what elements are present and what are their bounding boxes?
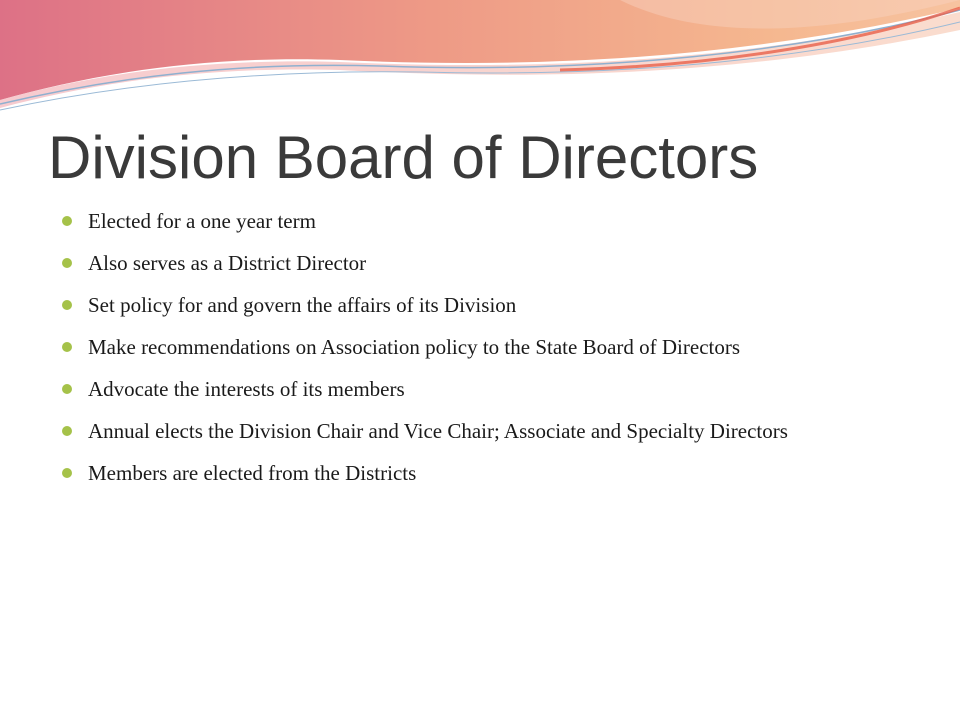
- bullet-text: Also serves as a District Director: [88, 251, 367, 275]
- bullet-item: [62, 334, 902, 360]
- bullet-text: Members are elected from the Districts: [88, 461, 417, 485]
- bullet-item: [62, 376, 902, 402]
- bullet-dot-icon: [62, 216, 72, 226]
- bullet-dot-icon: [62, 300, 72, 310]
- bullet-item: [62, 250, 902, 276]
- bullet-item: [62, 418, 902, 444]
- bullet-item: [62, 460, 902, 486]
- bullet-dot-icon: [62, 342, 72, 352]
- slide-title: Division Board of Directors: [48, 124, 759, 191]
- bullet-dot-icon: [62, 384, 72, 394]
- bullet-dot-icon: [62, 258, 72, 268]
- bullet-list: [62, 208, 902, 502]
- bullet-text: Annual elects the Division Chair and Vice Chair; Associate and Specialty Directors: [88, 419, 788, 443]
- bullet-item: [62, 208, 902, 234]
- bullet-text: Make recommendations on Association policy to the State Board of Directors: [88, 335, 741, 359]
- header-wave-decoration: [0, 0, 960, 120]
- bullet-text: Elected for a one year term: [88, 209, 316, 233]
- bullet-dot-icon: [62, 468, 72, 478]
- bullet-text: Advocate the interests of its members: [88, 377, 405, 401]
- bullet-text: Set policy for and govern the affairs of its Division: [88, 293, 517, 317]
- bullet-dot-icon: [62, 426, 72, 436]
- bullet-item: [62, 292, 902, 318]
